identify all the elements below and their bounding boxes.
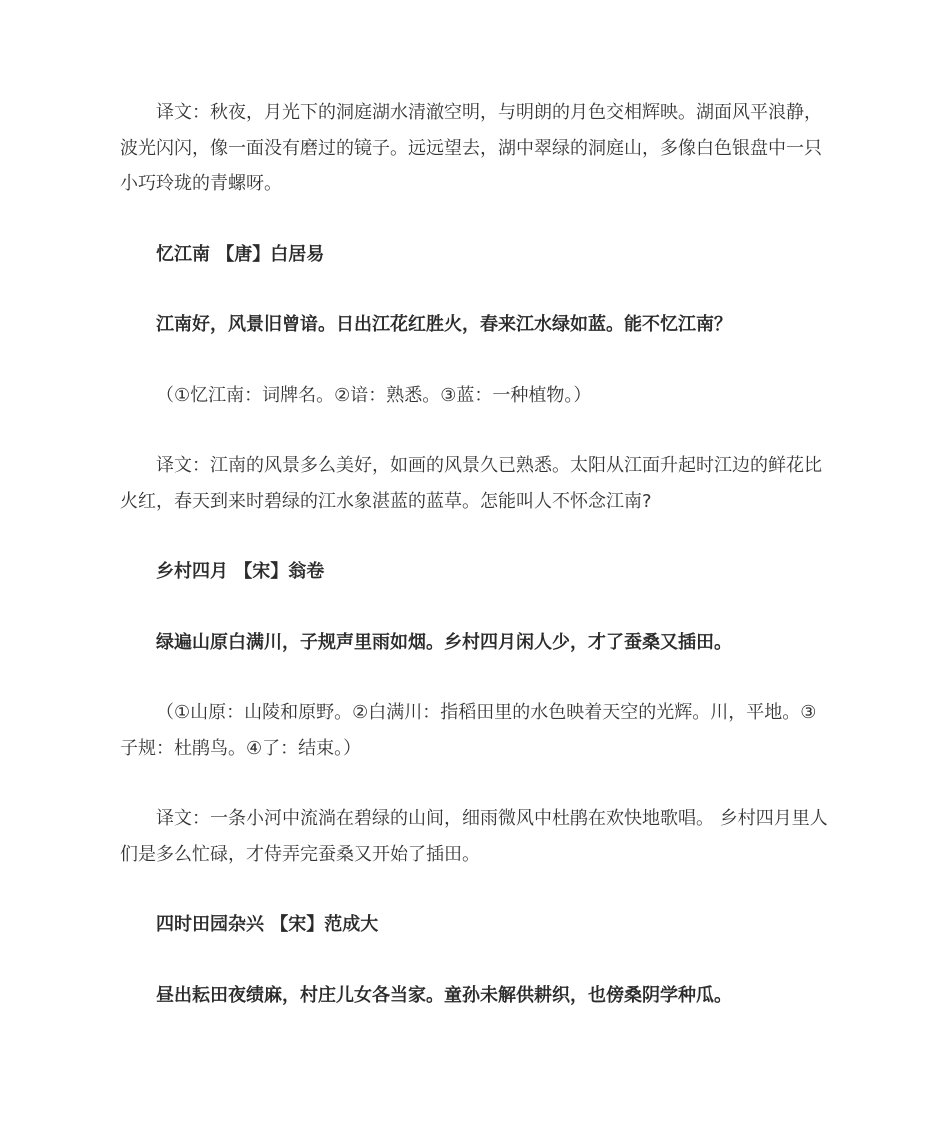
poem-text-sishi-tianyuan: 昼出耘田夜绩麻，村庄儿女各当家。童孙未解供耕织，也傍桑阴学种瓜。 <box>156 984 732 1006</box>
poem-notes-yi-jiangnan: （①忆江南：词牌名。②谙：熟悉。③蓝：一种植物。） <box>156 384 592 406</box>
poem-title-sishi-tianyuan: 四时田园杂兴 【宋】范成大 <box>156 914 379 935</box>
poem-title-yi-jiangnan: 忆江南 【唐】白居易 <box>156 243 325 265</box>
translation-paragraph-xiangcun-siyue: 译文：一条小河中流淌在碧绿的山间，细雨微风中杜鹃在欢快地歌唱。 乡村四月里人们是多么忙碌，才侍弄完蚕桑又开始了插田。 <box>120 808 828 865</box>
poem-text-yi-jiangnan: 江南好，风景旧曾谙。日出江花红胜火，春来江水绿如蓝。能不忆江南？ <box>156 314 732 335</box>
poem-text-xiangcun-siyue: 绿遍山原白满川，子规声里雨如烟。乡村四月闲人少，才了蚕桑又插田。 <box>156 631 732 653</box>
poem-notes-xiangcun-siyue: （①山原：山陵和原野。②白满川：指稻田里的水色映着天空的光辉。川，平地。③子规：杜鹃鸟。④了：结束。） <box>120 702 817 759</box>
translation-paragraph-dongting: 译文：秋夜，月光下的洞庭湖水清澈空明，与明朗的月色交相辉映。湖面风平浪静，波光闪闪，像一面没有磨过的镜子。远远望去，湖中翠绿的洞庭山，多像白色银盘中一只小巧玲珑的青螺呀。 <box>120 102 822 194</box>
document-page <box>120 95 832 1013</box>
poem-title-xiangcun-siyue: 乡村四月 【宋】翁卷 <box>156 561 325 582</box>
translation-paragraph-yi-jiangnan: 译文：江南的风景多么美好，如画的风景久已熟悉。太阳从江面升起时江边的鲜花比火红，春天到来时碧绿的江水象湛蓝的蓝草。怎能叫人不怀念江南? <box>120 455 822 512</box>
